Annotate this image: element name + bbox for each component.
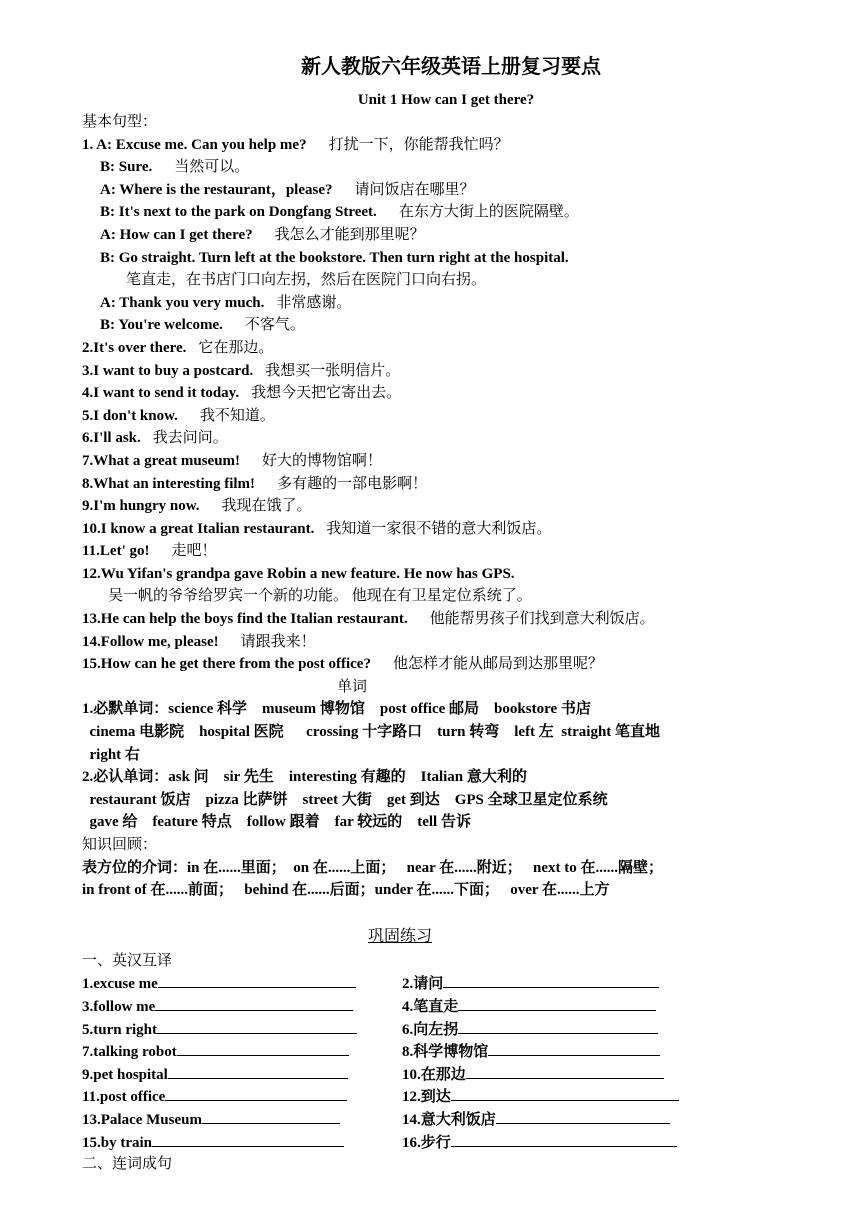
sentence-line: 5.I don't know. 我不知道。 — [82, 407, 275, 424]
dialog-line: B: You're welcome. 不客气。 — [100, 317, 305, 334]
sentence-line: 7.What a great museum! 好大的博物馆啊！ — [82, 452, 383, 469]
vocab-line: right 右 — [82, 746, 140, 763]
exercise-prompt: 16.步行 — [402, 1134, 451, 1151]
words-heading: 单词 — [336, 678, 367, 695]
exercise-row — [82, 1018, 782, 1041]
exercise-prompt: 8.科学博物馆 — [402, 1044, 489, 1061]
sentence-line: 9.I'm hungry now. 我现在饿了。 — [82, 498, 312, 515]
review-heading: 知识回顾： — [82, 837, 158, 853]
exercise-row — [82, 1040, 782, 1063]
review-line: 表方位的介词：in 在......里面； on 在......上面； near 在......附近； next to 在......隔壁； — [82, 859, 663, 876]
dialog-line: A: Where is the restaurant，please? 请问饭店在哪里？ — [100, 181, 475, 198]
dialog-line: B: Go straight. Turn left at the bookstore. Then turn right at the hospital. — [100, 249, 569, 266]
answer-blank[interactable] — [155, 995, 353, 1011]
exercise-prompt: 4.笔直走 — [402, 998, 459, 1015]
answer-blank[interactable] — [177, 1040, 349, 1056]
exercise-prompt: 14.意大利饭店 — [402, 1111, 496, 1128]
answer-blank[interactable] — [165, 1085, 347, 1101]
exercise-prompt: 10.在那边 — [402, 1066, 466, 1083]
exercise-prompt: 6.向左拐 — [402, 1021, 459, 1038]
sentence-line: 13.He can help the boys find the Italian restaurant. 他能帮男孩子们找到意大利饭店。 — [82, 611, 655, 628]
sentence-line: 2.It's over there. 它在那边。 — [82, 339, 274, 356]
vocab-line: 1.必默单词：science 科学 museum 博物馆 post office 邮局 bookstore 书店 — [82, 701, 591, 718]
exercise-row — [82, 1085, 782, 1108]
exercise-prompt: 13.Palace Museum — [82, 1111, 202, 1128]
answer-blank[interactable] — [496, 1108, 670, 1124]
exercise-prompt: 5.turn right — [82, 1021, 157, 1038]
unit-title: Unit 1 How can I get there? — [357, 92, 535, 108]
exercise-prompt: 9.pet hospital — [82, 1066, 168, 1083]
sentence-line: 11.Let' go! 走吧！ — [82, 543, 217, 560]
exercise-prompt: 7.talking robot — [82, 1044, 177, 1061]
section-heading: 一、英汉互译 — [82, 952, 173, 969]
sentence-line: 6.I'll ask. 我去问问。 — [82, 430, 228, 447]
section-heading: 二、连词成句 — [82, 1156, 173, 1173]
vocab-block — [82, 698, 782, 834]
answer-blank[interactable] — [458, 995, 656, 1011]
exercise-row — [82, 1131, 782, 1154]
vocab-line: cinema 电影院 hospital 医院 crossing 十字路口 turn 转弯 left 左 straight 笔直地 — [82, 724, 661, 741]
sentence-line: 14.Follow me, please! 请跟我来！ — [82, 633, 316, 650]
answer-blank[interactable] — [458, 1018, 658, 1034]
dialog-line: 1. A: Excuse me. Can you help me? 打扰一下，你能帮我忙吗？ — [82, 136, 509, 153]
exercise-row — [82, 1108, 782, 1131]
exercise-title: 巩固练习 — [367, 927, 432, 945]
answer-blank[interactable] — [168, 1063, 348, 1079]
exercise-prompt: 11.post office — [82, 1089, 166, 1106]
exercise-prompt: 12.到达 — [402, 1089, 451, 1106]
vocab-line: gave 给 feature 特点 follow 跟着 far 较远的 tell 告诉 — [82, 814, 471, 831]
answer-blank[interactable] — [152, 1131, 344, 1147]
dialog-line: B: It's next to the park on Dongfang Street. 在东方大街上的医院隔壁。 — [100, 204, 579, 221]
answer-blank[interactable] — [157, 1018, 357, 1034]
translation-grid — [82, 972, 782, 1153]
sentence-line: 吴一帆的爷爷给罗宾一个新的功能。 他现在有卫星定位系统了。 — [108, 588, 532, 605]
vocab-line: restaurant 饭店 pizza 比萨饼 street 大街 get 到达 GPS 全球卫星定位系统 — [82, 791, 608, 808]
exercise-prompt: 1.excuse me — [82, 976, 158, 993]
document-page — [82, 50, 782, 1176]
dialog-line: A: Thank you very much. 非常感谢。 — [100, 294, 352, 311]
answer-blank[interactable] — [451, 1131, 677, 1147]
exercise-row — [82, 1063, 782, 1086]
sentence-line: 15.How can he get there from the post office? 他怎样才能从邮局到达那里呢？ — [82, 656, 603, 673]
vocab-line: 2.必认单词：ask 问 sir 先生 interesting 有趣的 Italian 意大利的 — [82, 769, 527, 786]
answer-blank[interactable] — [158, 972, 356, 988]
sentence-line: 4.I want to send it today. 我想今天把它寄出去。 — [82, 385, 402, 402]
sentence-line: 8.What an interesting film! 多有趣的一部电影啊！ — [82, 475, 428, 492]
answer-blank[interactable] — [466, 1063, 664, 1079]
answer-blank[interactable] — [451, 1085, 679, 1101]
review-line: in front of 在......前面； behind 在......后面；under 在......下面； over 在......上方 — [82, 882, 610, 899]
dialog-line: 笔直走，在书店门口向左拐，然后在医院门口向右拐。 — [126, 272, 487, 289]
sentence-list — [82, 337, 782, 676]
answer-blank[interactable] — [202, 1108, 340, 1124]
sentence-line: 10.I know a great Italian restaurant. 我知道一家很不错的意大利饭店。 — [82, 520, 552, 537]
dialog-line: A: How can I get there? 我怎么才能到那里呢？ — [100, 226, 425, 243]
basic-heading: 基本句型： — [82, 114, 158, 130]
exercise-prompt: 15.by train — [82, 1134, 153, 1151]
dialog-block — [82, 134, 782, 337]
sentence-line: 3.I want to buy a postcard. 我想买一张明信片。 — [82, 362, 401, 379]
exercise-prompt: 2.请问 — [402, 976, 444, 993]
document-title: 新人教版六年级英语上册复习要点 — [301, 56, 601, 78]
answer-blank[interactable] — [443, 972, 659, 988]
exercise-row — [82, 995, 782, 1018]
exercise-prompt: 3.follow me — [82, 998, 156, 1015]
dialog-line: B: Sure. 当然可以。 — [100, 159, 250, 176]
answer-blank[interactable] — [488, 1040, 660, 1056]
exercise-row — [82, 972, 782, 995]
sentence-line: 12.Wu Yifan's grandpa gave Robin a new feature. He now has GPS. — [82, 565, 515, 582]
